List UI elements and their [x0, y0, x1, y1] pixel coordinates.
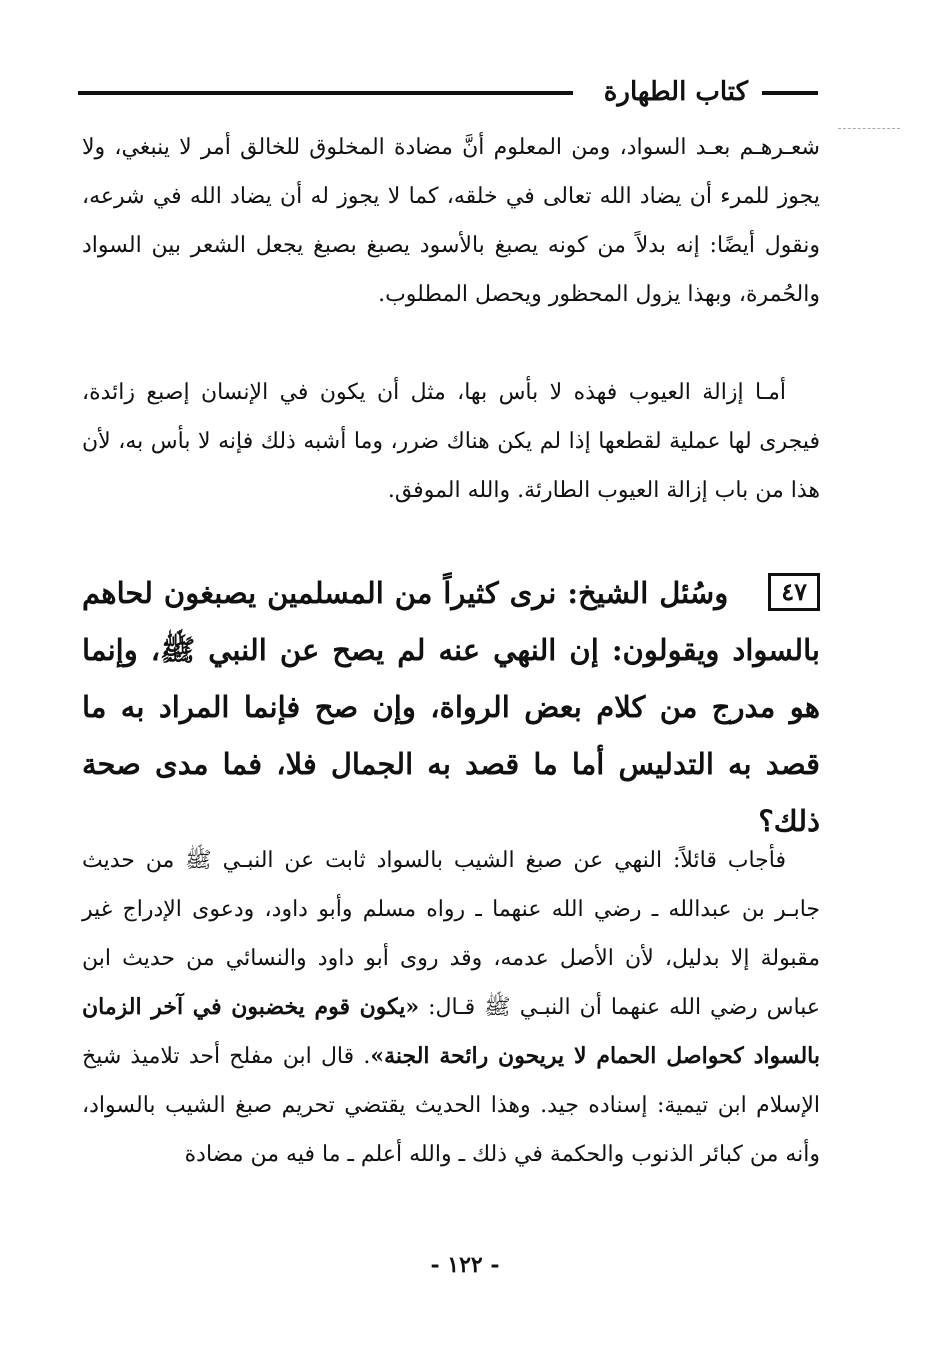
book-title: كتاب الطهارة: [603, 77, 748, 107]
continuation-block: [82, 123, 820, 319]
question-number-box: ٤٧: [768, 573, 820, 611]
header-rule-right: [762, 91, 818, 95]
answer-block: [82, 836, 820, 1179]
header-rule-left: [78, 91, 573, 95]
paragraph-text: أمـا إزالة العيوب فهذه لا بأس بها، مثل أن يكون في الإنسان إصبع زائدة، فيجرى لها عملية لقطعها إذا لم يكن هناك ضرر، وما أشبه ذلك فإنه لا بأس به، لأن هذا من باب إزالة العيوب الطارئة. والله الموفق.: [82, 380, 820, 503]
question-block: [82, 565, 820, 850]
answer-text-2: . قال ابن مفلح أحد تلاميذ شيخ الإسلام ابن تيمية: إسناده جيد. وهذا الحديث يقتضي تحريم صبغ الشيب بالسواد، وأنه من كبائر الذنوب والحكمة في ذلك ـ والله أعلم ـ ما فيه من مضادة: [82, 1044, 820, 1167]
paragraph-block: [82, 368, 820, 515]
running-header: [78, 72, 818, 112]
hadith-quote: «يكون قوم يخضبون في آخر الزمان بالسواد كحواصل الحمام لا يريحون رائحة الجنة»: [82, 994, 820, 1069]
page-number: - ١٢٢ -: [430, 1252, 500, 1278]
answer-paragraph: [82, 836, 820, 1179]
question-paragraph: [82, 565, 820, 850]
answer-text-1: فأجاب قائلاً: النهي عن صبغ الشيب بالسواد ثابت عن النبـي ﷺ من حديث جابـر بن عبدالله ـ رضي الله عنهما ـ رواه مسلم وأبو داود، ودعوى الإدراج غير مقبولة إلا بدليل، لأن الأصل عدمه، وقد روى أبو داود والنسائي من حديث ابن عباس رضي الله عنهما أن النبـي ﷺ قـال:: [82, 848, 820, 1020]
question-text: وسُئل الشيخ: نرى كثيراً من المسلمين يصبغون لحاهم بالسواد ويقولون: إن النهي عنه لم يصح عن النبي ﷺ، وإنما هو مدرج من كلام بعض الرواة، وإن صح فإنما المراد به ما قصد به التدليس أما ما قصد به الجمال فلا، فما مدى صحة ذلك؟: [82, 576, 820, 838]
body-paragraph: [82, 368, 820, 515]
continuation-paragraph: شعـرهـم بعـد السواد، ومن المعلوم أنَّ مضادة المخلوق للخالق أمر لا ينبغي، ولا يجوز للمرء أن يضاد الله تعالى في خلقه، كما لا يجوز له أن يضاد الله في شرعه، ونقول أيضًا: إنه بدلاً من كونه يصبغ بالأسود يصبغ بصبغ يجعل الشعر بين السواد والحُمرة، وبهذا يزول المحظور ويحصل المطلوب.: [82, 135, 820, 307]
margin-mark: [838, 128, 900, 129]
